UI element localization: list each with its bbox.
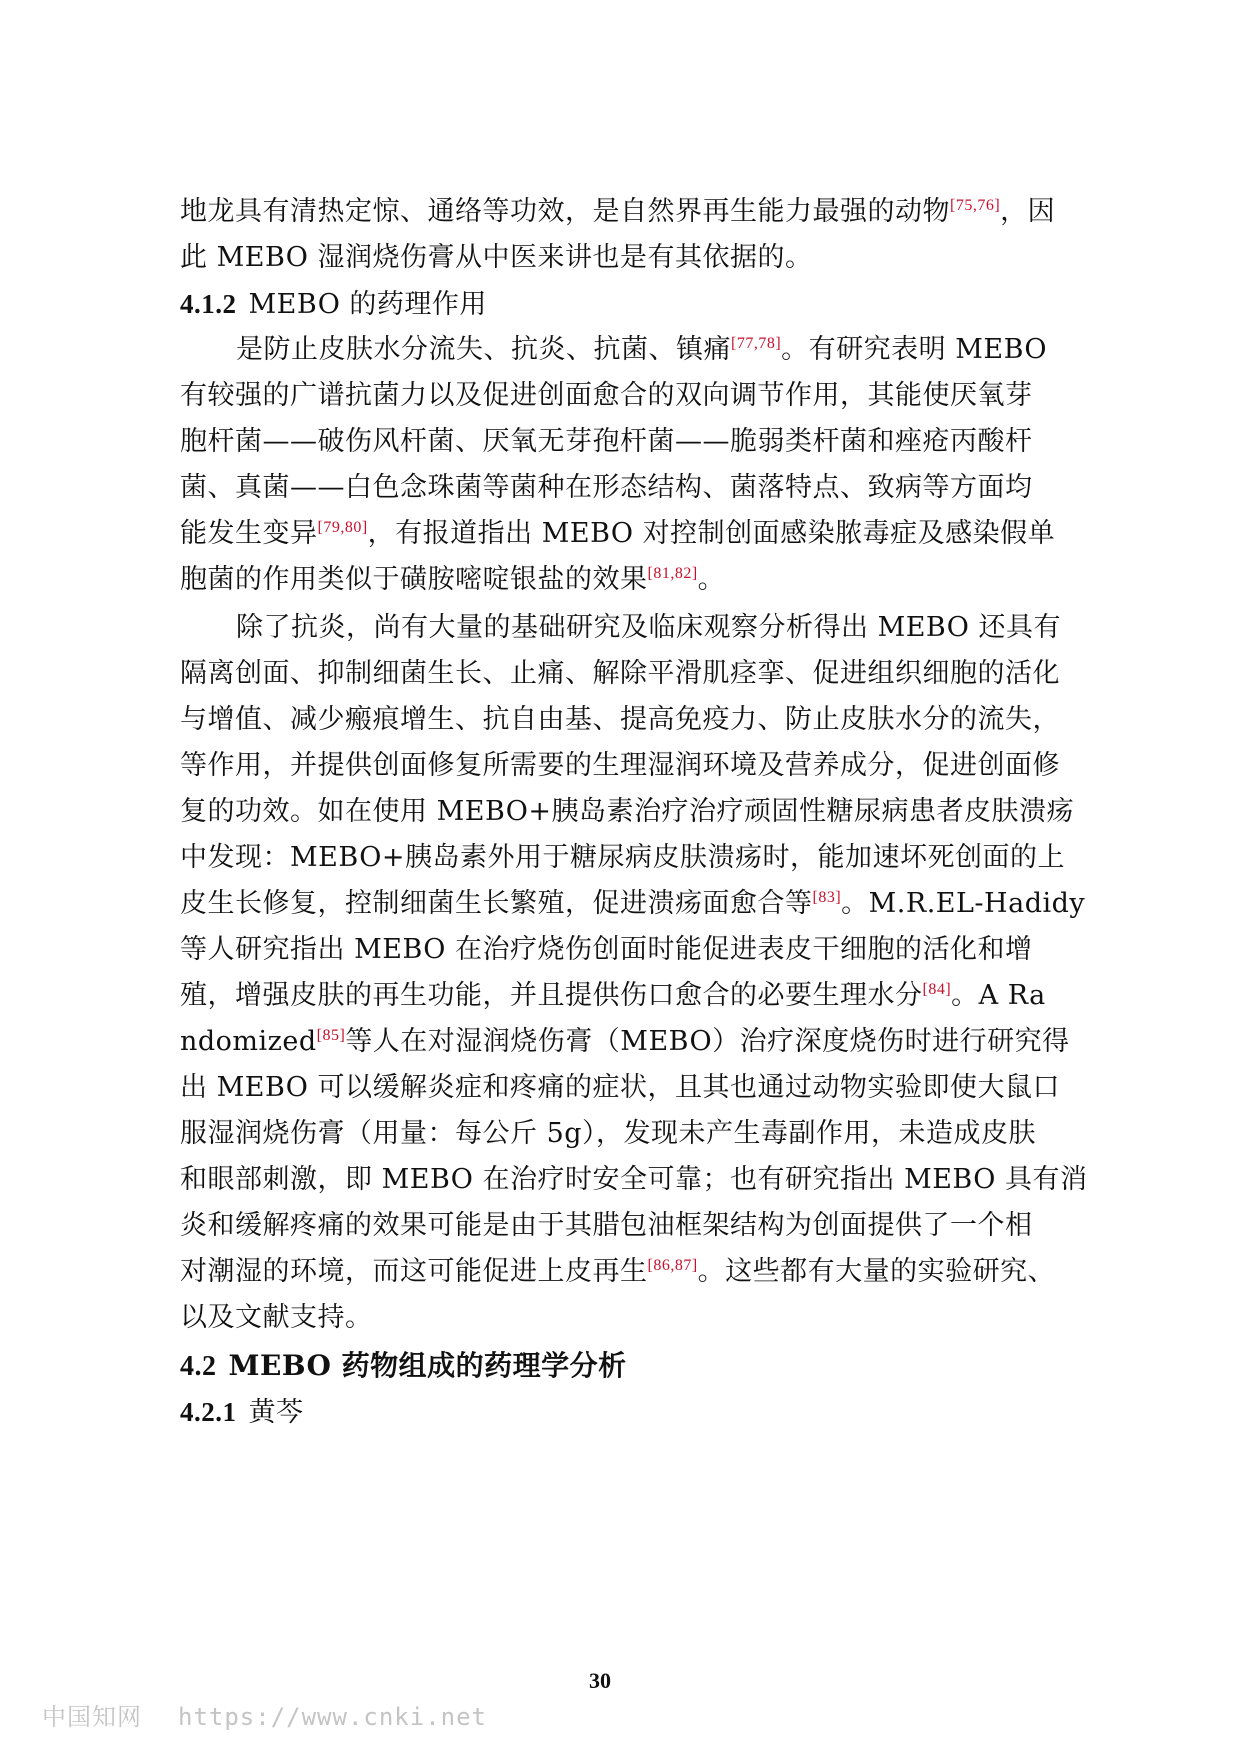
body-line: 菌、真菌——白色念珠菌等菌种在形态结构、菌落特点、致病等方面均 xyxy=(180,472,1033,503)
section-heading-4-1-2: 4.1.2 MEBO 的药理作用 xyxy=(180,289,487,320)
body-line: 胞杆菌——破伤风杆菌、厌氧无芽孢杆菌——脆弱类杆菌和痤疮丙酸杆 xyxy=(180,426,1033,457)
body-line: ndomized[85]等人在对湿润烧伤膏（MEBO）治疗深度烧伤时进行研究得 xyxy=(180,1026,1070,1057)
body-line: 能发生变异[79,80]，有报道指出 MEBO 对控制创面感染脓毒症及感染假单 xyxy=(180,518,1056,549)
cnki-watermark xyxy=(42,1697,487,1732)
watermark-url[interactable]: https://www.cnki.net xyxy=(178,1703,487,1731)
citation[interactable]: [77,78] xyxy=(731,335,782,352)
citation[interactable]: [85] xyxy=(316,1027,346,1044)
citation[interactable]: [86,87] xyxy=(647,1257,698,1274)
body-line: 殖，增强皮肤的再生功能，并且提供伤口愈合的必要生理水分[84]。A Ra xyxy=(180,980,1046,1011)
body-line: 等人研究指出 MEBO 在治疗烧伤创面时能促进表皮干细胞的活化和增 xyxy=(180,934,1033,965)
body-line: 是防止皮肤水分流失、抗炎、抗菌、镇痛[77,78]。有研究表明 MEBO xyxy=(236,334,1048,365)
body-line: 服湿润烧伤膏（用量：每公斤 5g），发现未产生毒副作用，未造成皮肤 xyxy=(180,1118,1037,1149)
body-line: 此 MEBO 湿润烧伤膏从中医来讲也是有其依据的。 xyxy=(180,242,813,273)
body-line: 与增值、减少瘢痕增生、抗自由基、提高免疫力、防止皮肤水分的流失， xyxy=(180,704,1060,735)
body-line: 等作用，并提供创面修复所需要的生理湿润环境及营养成分，促进创面修 xyxy=(180,750,1060,781)
body-line: 皮生长修复，控制细菌生长繁殖，促进溃疡面愈合等[83]。M.R.EL-Hadidy xyxy=(180,888,1086,919)
body-line: 炎和缓解疼痛的效果可能是由于其腊包油框架结构为创面提供了一个相 xyxy=(180,1210,1033,1241)
body-line: 出 MEBO 可以缓解炎症和疼痛的症状，且其也通过动物实验即使大鼠口 xyxy=(180,1072,1060,1103)
body-line: 复的功效。如在使用 MEBO+胰岛素治疗治疗顽固性糖尿病患者皮肤溃疡 xyxy=(180,796,1075,827)
section-heading-4-2: 4.2 MEBO 药物组成的药理学分析 xyxy=(180,1349,627,1382)
body-line: 地龙具有清热定惊、通络等功效，是自然界再生能力最强的动物[75,76]，因 xyxy=(180,196,1056,227)
citation[interactable]: [84] xyxy=(922,981,952,998)
body-line: 有较强的广谱抗菌力以及促进创面愈合的双向调节作用，其能使厌氧芽 xyxy=(180,380,1033,411)
citation[interactable]: [81,82] xyxy=(647,565,698,582)
body-line: 胞菌的作用类似于磺胺嘧啶银盐的效果[81,82]。 xyxy=(180,564,726,595)
body-line: 以及文献支持。 xyxy=(180,1302,373,1333)
citation[interactable]: [79,80] xyxy=(317,519,368,536)
watermark-brand: 中国知网 xyxy=(42,1703,142,1731)
page-number: 30 xyxy=(589,1668,611,1693)
citation[interactable]: [83] xyxy=(812,889,842,906)
body-line: 除了抗炎，尚有大量的基础研究及临床观察分析得出 MEBO 还具有 xyxy=(236,612,1061,643)
citation[interactable]: [75,76] xyxy=(950,197,1001,214)
body-line: 对潮湿的环境，而这可能促进上皮再生[86,87]。这些都有大量的实验研究、 xyxy=(180,1256,1056,1287)
body-line: 和眼部刺激，即 MEBO 在治疗时安全可靠；也有研究指出 MEBO 具有消 xyxy=(180,1164,1088,1195)
body-line: 隔离创面、抑制细菌生长、止痛、解除平滑肌痉挛、促进组织细胞的活化 xyxy=(180,658,1060,689)
section-heading-4-2-1: 4.2.1 黄芩 xyxy=(180,1397,304,1428)
body-line: 中发现：MEBO+胰岛素外用于糖尿病皮肤溃疡时，能加速坏死创面的上 xyxy=(180,842,1065,873)
